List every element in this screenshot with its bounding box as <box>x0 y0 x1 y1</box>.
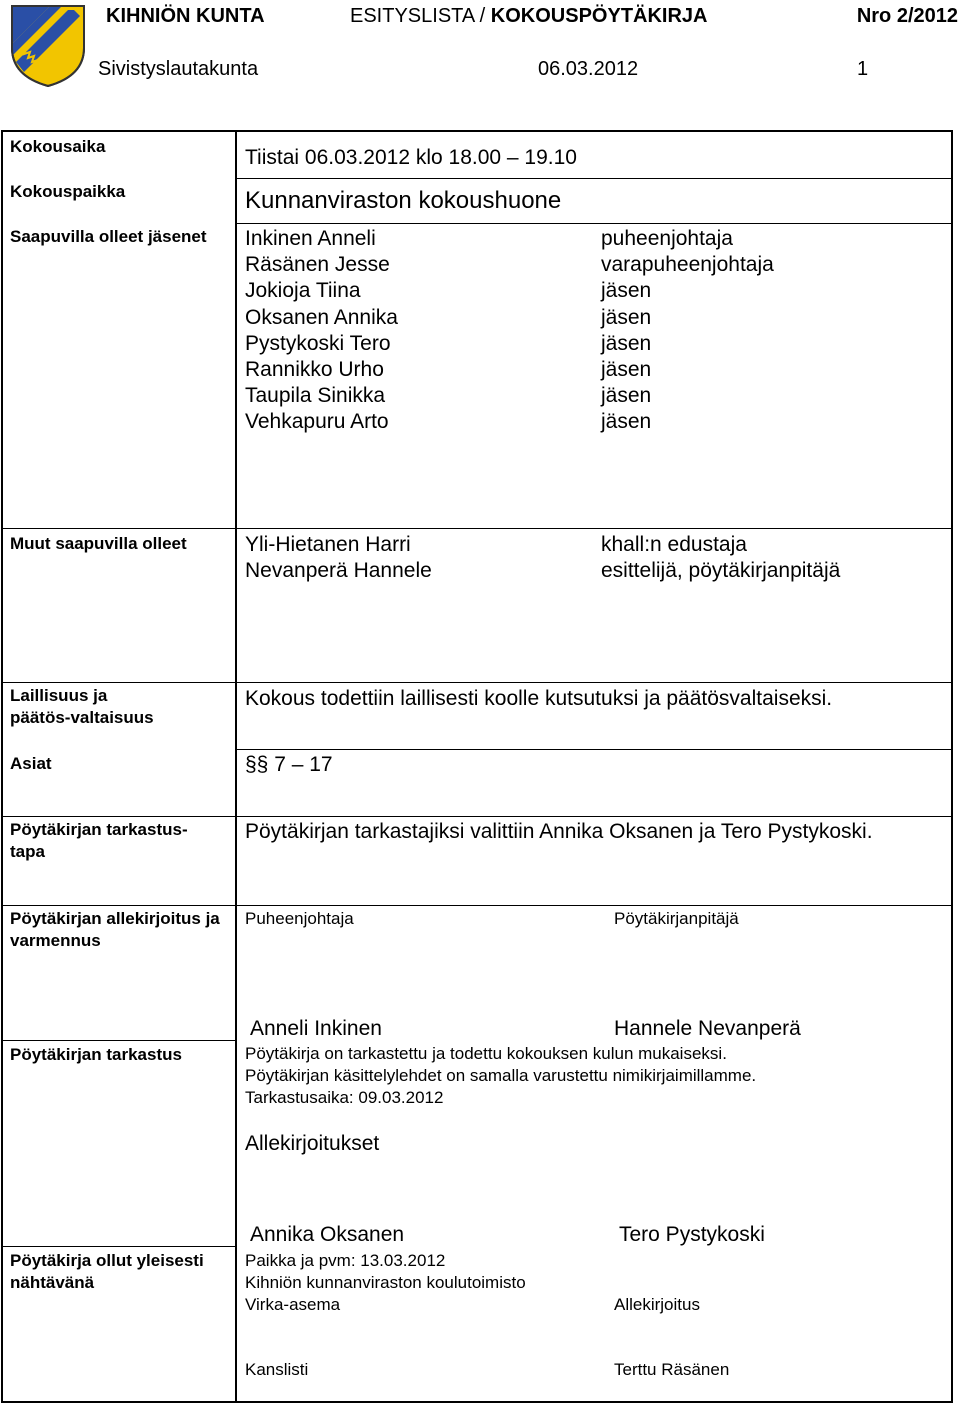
meeting-date: 06.03.2012 <box>538 58 639 80</box>
public-signer-name: Terttu Räsänen <box>614 1360 730 1379</box>
table-bottom-border <box>1 1401 953 1403</box>
time-label: Kokousaika <box>10 137 106 156</box>
others-names <box>245 532 432 584</box>
row-divider <box>1 905 953 906</box>
inspection-line2: Pöytäkirjan käsittelylehdet on samalla varustettu nimikirjaimillamme. <box>245 1066 757 1085</box>
row-divider <box>1 528 953 529</box>
members-names <box>245 226 398 436</box>
table-right-border <box>951 130 953 1403</box>
document-type-bold: KOKOUSPÖYTÄKIRJA <box>490 5 708 27</box>
secretary-name: Hannele Nevanperä <box>614 1017 801 1040</box>
member-role: jäsen <box>601 279 652 303</box>
member-name: Oksanen Annika <box>245 305 398 329</box>
table-top-border <box>1 130 953 132</box>
document-type-prefix: ESITYSLISTA / <box>350 5 491 27</box>
inspection-method-value: Pöytäkirjan tarkastajiksi valittiin Annika Oksanen ja Tero Pystykoski. <box>245 820 873 843</box>
public-display-label: Pöytäkirja ollut yleisesti nähtävänä <box>10 1251 204 1292</box>
members-roles <box>601 226 774 436</box>
other-role: khall:n edustaja <box>601 533 747 556</box>
public-position-value: Kanslisti <box>245 1360 309 1379</box>
row-divider <box>235 223 953 224</box>
others-roles <box>601 532 840 584</box>
inspector2-name: Tero Pystykoski <box>619 1223 765 1246</box>
table-left-border <box>1 130 3 1403</box>
municipality-name: KIHNIÖN KUNTA <box>106 5 265 27</box>
member-name: Pystykoski Tero <box>245 331 391 355</box>
legality-value: Kokous todettiin laillisesti koolle kutsutuksi ja päätösvaltaiseksi. <box>245 687 833 710</box>
row-divider <box>1 1246 236 1247</box>
document-number: Nro 2/2012 <box>856 5 958 27</box>
time-value: Tiistai 06.03.2012 klo 18.00 – 19.10 <box>245 146 577 169</box>
public-signature-label: Allekirjoitus <box>614 1295 700 1314</box>
coat-of-arms-logo <box>10 4 86 88</box>
document-type <box>350 5 708 28</box>
inspector1-name: Annika Oksanen <box>250 1223 405 1246</box>
inspection-method-label: Pöytäkirjan tarkastus-tapa <box>10 820 188 861</box>
public-position-label: Virka-asema <box>245 1295 341 1314</box>
inspection-date: Tarkastusaika: 09.03.2012 <box>245 1088 444 1107</box>
items-value: §§ 7 – 17 <box>245 753 333 776</box>
row-divider <box>1 682 953 683</box>
row-divider <box>1 1040 236 1041</box>
board-name: Sivistyslautakunta <box>98 58 259 80</box>
page-number: 1 <box>857 58 869 80</box>
items-label: Asiat <box>10 754 52 773</box>
member-name: Vehkapuru Arto <box>245 410 389 434</box>
place-label: Kokouspaikka <box>10 182 126 201</box>
member-role: jäsen <box>601 331 652 355</box>
other-name: Yli-Hietanen Harri <box>245 533 411 556</box>
chair-title: Puheenjohtaja <box>245 909 354 928</box>
member-name: Inkinen Anneli <box>245 227 376 250</box>
secretary-title: Pöytäkirjanpitäjä <box>614 909 739 928</box>
member-role: jäsen <box>601 410 652 434</box>
member-role: jäsen <box>601 305 652 329</box>
member-name: Räsänen Jesse <box>245 253 390 277</box>
inspection-line1: Pöytäkirja on tarkastettu ja todettu kokouksen kulun mukaiseksi. <box>245 1044 727 1063</box>
member-name: Jokioja Tiina <box>245 279 361 303</box>
public-place-date: Paikka ja pvm: 13.03.2012 <box>245 1251 446 1270</box>
member-role: jäsen <box>601 357 652 381</box>
column-divider <box>235 130 237 1403</box>
row-divider <box>1 816 953 817</box>
chair-name: Anneli Inkinen <box>250 1017 382 1040</box>
row-divider <box>235 178 953 179</box>
legality-label: Laillisuus ja päätös-valtaisuus <box>10 686 154 727</box>
inspection-label: Pöytäkirjan tarkastus <box>10 1045 182 1064</box>
member-role: varapuheenjohtaja <box>601 253 774 277</box>
others-label: Muut saapuvilla olleet <box>10 534 187 553</box>
member-name: Taupila Sinikka <box>245 384 386 408</box>
other-role: esittelijä, pöytäkirjanpitäjä <box>601 559 841 583</box>
other-name: Nevanperä Hannele <box>245 559 432 583</box>
member-role: jäsen <box>601 384 652 408</box>
members-label: Saapuvilla olleet jäsenet <box>10 227 207 246</box>
row-divider <box>235 749 953 750</box>
signing-label: Pöytäkirjan allekirjoitus ja varmennus <box>10 909 220 950</box>
place-value: Kunnanviraston kokoushuone <box>245 187 562 214</box>
signatures-label: Allekirjoitukset <box>245 1132 380 1155</box>
public-location: Kihniön kunnanviraston koulutoimisto <box>245 1273 526 1292</box>
member-role: puheenjohtaja <box>601 227 733 250</box>
member-name: Rannikko Urho <box>245 357 384 381</box>
